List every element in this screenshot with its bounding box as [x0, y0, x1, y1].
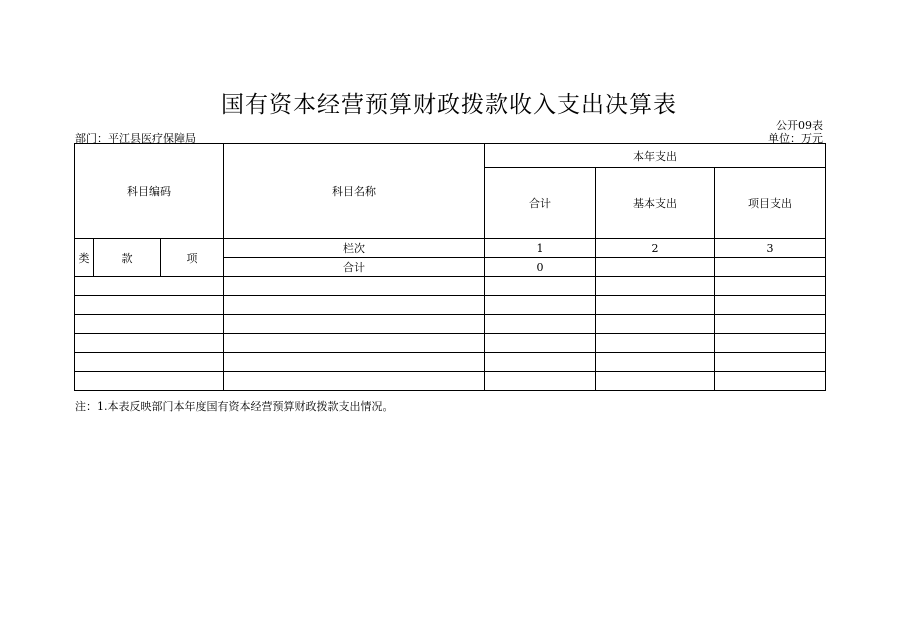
empty-cell	[224, 296, 485, 315]
empty-cell	[75, 353, 224, 372]
header-subject-name: 科目名称	[224, 144, 485, 239]
total-row-project	[715, 258, 826, 277]
empty-cell	[596, 277, 715, 296]
empty-cell	[485, 296, 596, 315]
empty-cell	[715, 277, 826, 296]
empty-cell	[75, 296, 224, 315]
header-lei: 类	[75, 239, 94, 277]
empty-cell	[75, 315, 224, 334]
empty-cell	[224, 315, 485, 334]
unit-label: 单位：万元	[768, 132, 823, 145]
empty-cell	[596, 296, 715, 315]
page-title: 国有资本经营预算财政拨款收入支出决算表	[221, 92, 677, 118]
table-row	[75, 277, 826, 296]
column-order-label: 栏次	[224, 239, 485, 258]
empty-cell	[715, 334, 826, 353]
empty-cell	[224, 372, 485, 391]
total-row-label: 合计	[224, 258, 485, 277]
column-number-1: 1	[485, 239, 596, 258]
footnote: 注：1.本表反映部门本年度国有资本经营预算财政拨款支出情况。	[75, 400, 394, 413]
header-xiang: 项	[161, 239, 224, 277]
empty-cell	[75, 372, 224, 391]
empty-cell	[596, 353, 715, 372]
empty-cell	[715, 296, 826, 315]
table-row	[75, 372, 826, 391]
empty-cell	[596, 334, 715, 353]
empty-cell	[596, 315, 715, 334]
empty-cell	[485, 334, 596, 353]
table-row	[75, 353, 826, 372]
empty-cell	[485, 353, 596, 372]
empty-cell	[485, 315, 596, 334]
header-kuan: 款	[94, 239, 161, 277]
header-project-expense: 项目支出	[715, 168, 826, 239]
empty-cell	[485, 277, 596, 296]
department-label: 部门：平江县医疗保障局	[75, 132, 196, 145]
empty-cell	[715, 353, 826, 372]
form-code: 公开09表	[776, 119, 823, 132]
empty-cell	[75, 277, 224, 296]
total-row-value: 0	[485, 258, 596, 277]
column-number-3: 3	[715, 239, 826, 258]
budget-table	[74, 143, 826, 391]
total-row-basic	[596, 258, 715, 277]
header-current-year-expense: 本年支出	[485, 144, 826, 168]
empty-cell	[75, 334, 224, 353]
empty-cell	[485, 372, 596, 391]
header-subject-code: 科目编码	[75, 144, 224, 239]
empty-cell	[715, 315, 826, 334]
table-row	[75, 296, 826, 315]
table-row	[75, 315, 826, 334]
empty-cell	[224, 334, 485, 353]
empty-cell	[224, 353, 485, 372]
empty-cell	[596, 372, 715, 391]
header-total: 合计	[485, 168, 596, 239]
empty-cell	[715, 372, 826, 391]
table-row	[75, 334, 826, 353]
column-number-2: 2	[596, 239, 715, 258]
empty-cell	[224, 277, 485, 296]
header-basic-expense: 基本支出	[596, 168, 715, 239]
